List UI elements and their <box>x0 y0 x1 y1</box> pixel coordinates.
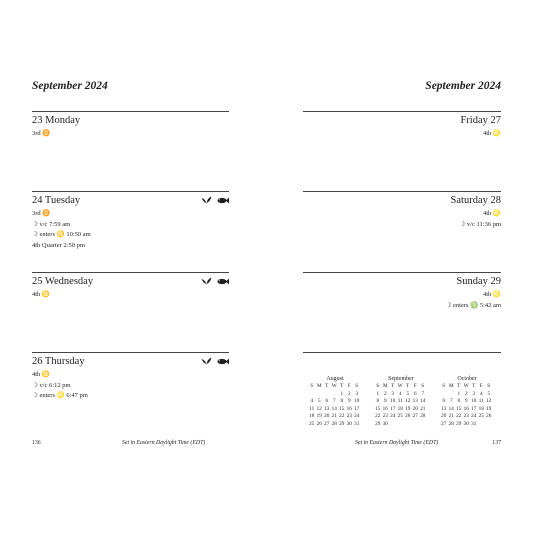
calendar-empty-cell <box>448 391 456 399</box>
calendar-date: 20 <box>324 413 330 420</box>
calendar-date: 10 <box>354 398 360 405</box>
calendar-date: 22 <box>375 413 381 420</box>
note-line: ☽ v/c 6:12 pm <box>32 381 71 389</box>
day-block-sunday-29 <box>303 272 501 344</box>
calendar-date: 14 <box>448 405 454 412</box>
calendar-date: 30 <box>346 420 352 427</box>
calendar-empty-cell <box>316 391 324 399</box>
calendar-date: 6 <box>413 390 417 397</box>
calendar-date: 13 <box>324 405 330 412</box>
activity-icons <box>201 357 229 366</box>
calendar-date: 18 <box>309 413 315 420</box>
calendar-date: 30 <box>382 420 388 427</box>
note-line: ☽ enters ♋ 10:50 am <box>32 231 91 238</box>
calendar-date: 17 <box>471 405 477 412</box>
calendar-date: 16 <box>346 405 352 412</box>
note-line: ☽ enters ♍ 5:42 am <box>445 301 501 309</box>
fish-icon <box>217 197 229 204</box>
day-title: 25 Wednesday <box>32 276 94 287</box>
note-line: 4th ♌ <box>482 130 501 137</box>
calendar-grid <box>308 383 362 429</box>
left-page <box>0 0 266 533</box>
day-divider <box>303 272 501 273</box>
weekday-header: S <box>376 383 380 389</box>
calendar-date: 27 <box>324 420 330 427</box>
calendar-date: 9 <box>347 398 351 405</box>
right-page <box>266 0 533 533</box>
calendar-date: 20 <box>412 405 418 412</box>
calendar-date: 5 <box>317 398 321 405</box>
calendar-date: 28 <box>331 420 337 427</box>
timezone-note: Set in Eastern Daylight Time (EDT) <box>122 440 206 446</box>
leaf-sprout-icon <box>201 277 212 286</box>
calendar-date: 23 <box>463 413 469 420</box>
weekday-header: M <box>382 383 388 389</box>
weekday-header: W <box>331 383 337 389</box>
calendar-date: 5 <box>406 390 410 397</box>
calendar-date: 3 <box>355 390 359 397</box>
calendar-date: 19 <box>316 413 322 420</box>
note-line: 4th Quarter 2:50 pm <box>32 241 85 249</box>
day-title: Friday 27 <box>460 115 501 126</box>
day-notes <box>32 209 91 251</box>
note-line: 4th ♌ <box>482 210 501 217</box>
day-notes <box>32 370 88 402</box>
calendar-date: 16 <box>463 405 469 412</box>
note-line: ☽ v/c 7:59 am <box>32 220 71 228</box>
calendar-date: 15 <box>456 405 462 412</box>
calendar-date: 11 <box>397 398 403 405</box>
calendar-date: 2 <box>464 390 468 397</box>
calendar-date: 30 <box>463 420 469 427</box>
calendar-date: 12 <box>486 398 492 405</box>
day-divider <box>32 352 229 353</box>
weekday-header: W <box>397 383 403 389</box>
calendar-date: 23 <box>382 413 388 420</box>
day-block-friday-27 <box>303 111 501 183</box>
calendar-date: 9 <box>464 398 468 405</box>
note-line: ☽ enters ♌ 6:47 pm <box>32 392 88 399</box>
calendar-date: 19 <box>486 405 492 412</box>
weekday-header: M <box>316 383 322 389</box>
calendar-date: 7 <box>332 398 336 405</box>
calendar-date: 31 <box>354 420 360 427</box>
weekday-header: M <box>448 383 454 389</box>
calendar-date: 8 <box>457 398 461 405</box>
calendar-date: 17 <box>354 405 360 412</box>
mini-calendar-august <box>308 375 362 429</box>
calendar-date: 15 <box>375 405 381 412</box>
mini-calendar-september <box>374 375 428 429</box>
calendar-date: 13 <box>412 398 418 405</box>
calendar-date: 14 <box>331 405 337 412</box>
month-heading: September 2024 <box>32 80 108 92</box>
calendar-date: 8 <box>376 398 380 405</box>
day-title: 24 Tuesday <box>32 195 81 206</box>
note-line: 3rd ♊ <box>32 210 51 217</box>
weekday-header: T <box>391 383 395 389</box>
weekday-header: T <box>472 383 476 389</box>
calendar-date: 15 <box>339 405 345 412</box>
calendar-date: 24 <box>471 413 477 420</box>
calendar-date: 26 <box>486 413 492 420</box>
weekday-header: F <box>347 383 351 389</box>
weekday-header: F <box>413 383 417 389</box>
calendar-date: 4 <box>398 390 402 397</box>
calendar-month-title: September <box>388 376 414 382</box>
note-line: ☽ v/c 11:36 pm <box>459 220 501 228</box>
leaf-sprout-icon <box>201 357 212 366</box>
day-block-monday-23 <box>32 111 229 183</box>
weekday-header: F <box>479 383 483 389</box>
weekday-header: T <box>457 383 461 389</box>
calendar-date: 1 <box>457 390 461 397</box>
calendar-date: 4 <box>310 398 314 405</box>
calendar-date: 4 <box>479 390 483 397</box>
calendar-date: 8 <box>340 398 344 405</box>
calendar-date: 10 <box>390 398 396 405</box>
calendar-date: 25 <box>478 413 484 420</box>
calendar-date: 27 <box>412 413 418 420</box>
calendar-date: 6 <box>442 398 446 405</box>
weekday-header: S <box>310 383 314 389</box>
calendar-empty-cell <box>323 391 331 399</box>
calendar-date: 26 <box>405 413 411 420</box>
calendar-date: 7 <box>449 398 453 405</box>
calendar-date: 22 <box>456 413 462 420</box>
weekday-header: S <box>421 383 425 389</box>
weekday-header: S <box>487 383 491 389</box>
calendar-empty-cell <box>308 391 316 399</box>
weekday-header: T <box>340 383 344 389</box>
day-title: 23 Monday <box>32 115 81 126</box>
day-notes <box>483 129 501 140</box>
calendar-date: 31 <box>471 420 477 427</box>
calendar-month-title: October <box>457 376 477 382</box>
calendar-date: 27 <box>441 420 447 427</box>
day-divider <box>32 191 229 192</box>
calendar-date: 29 <box>339 420 345 427</box>
day-notes <box>459 209 501 230</box>
calendar-date: 9 <box>383 398 387 405</box>
calendar-date: 2 <box>383 390 387 397</box>
note-line: 3rd ♊ <box>32 130 51 137</box>
day-block-saturday-28 <box>303 191 501 263</box>
day-title: Saturday 28 <box>450 195 501 206</box>
calendar-date: 16 <box>382 405 388 412</box>
calendar-date: 1 <box>376 390 380 397</box>
calendar-date: 19 <box>405 405 411 412</box>
day-notes <box>32 290 50 301</box>
calendar-date: 29 <box>375 420 381 427</box>
calendar-date: 24 <box>390 413 396 420</box>
weekday-header: T <box>325 383 329 389</box>
fish-icon <box>217 278 229 285</box>
page-number: 137 <box>492 440 501 446</box>
day-divider <box>32 272 229 273</box>
calendar-date: 18 <box>397 405 403 412</box>
calendar-date: 10 <box>471 398 477 405</box>
calendar-date: 5 <box>487 390 491 397</box>
activity-icons <box>201 196 229 205</box>
calendar-date: 13 <box>441 405 447 412</box>
calendar-date: 7 <box>421 390 425 397</box>
day-block-wednesday-25 <box>32 272 229 344</box>
day-divider <box>303 191 501 192</box>
day-notes <box>32 129 50 140</box>
calendar-date: 14 <box>420 398 426 405</box>
note-line: 4th ♌ <box>482 291 501 298</box>
calendar-date: 17 <box>390 405 396 412</box>
calendar-date: 12 <box>316 405 322 412</box>
day-title: Sunday 29 <box>456 276 501 287</box>
calendar-date: 2 <box>347 390 351 397</box>
calendar-date: 12 <box>405 398 411 405</box>
calendar-date: 3 <box>391 390 395 397</box>
activity-icons <box>201 277 229 286</box>
calendar-grid <box>374 383 428 429</box>
calendar-date: 26 <box>316 420 322 427</box>
calendar-date: 20 <box>441 413 447 420</box>
calendar-date: 22 <box>339 413 345 420</box>
calendar-date: 28 <box>448 420 454 427</box>
day-divider <box>32 111 229 112</box>
calendar-date: 21 <box>448 413 454 420</box>
calendar-date: 24 <box>354 413 360 420</box>
weekday-header: S <box>355 383 359 389</box>
page-number: 136 <box>32 440 41 446</box>
day-notes <box>446 290 501 311</box>
day-divider <box>303 352 501 353</box>
timezone-note: Set in Eastern Daylight Time (EDT) <box>355 440 439 446</box>
weekday-header: T <box>406 383 410 389</box>
fish-icon <box>217 358 229 365</box>
calendar-date: 21 <box>420 405 426 412</box>
calendar-date: 3 <box>472 390 476 397</box>
calendar-month-title: August <box>326 376 344 382</box>
leaf-sprout-icon <box>201 196 212 205</box>
day-block-thursday-26 <box>32 352 229 424</box>
day-divider <box>303 111 501 112</box>
calendar-date: 29 <box>456 420 462 427</box>
calendar-date: 28 <box>420 413 426 420</box>
calendar-date: 25 <box>397 413 403 420</box>
day-title: 26 Thursday <box>32 356 85 367</box>
weekday-header: S <box>442 383 446 389</box>
calendar-date: 25 <box>309 420 315 427</box>
calendar-date: 23 <box>346 413 352 420</box>
calendar-date: 18 <box>478 405 484 412</box>
calendar-empty-cell <box>331 391 339 399</box>
calendar-date: 6 <box>325 398 329 405</box>
month-heading: September 2024 <box>425 80 501 92</box>
day-block-tuesday-24 <box>32 191 229 263</box>
calendar-date: 11 <box>309 405 315 412</box>
calendar-date: 11 <box>478 398 484 405</box>
weekday-header: W <box>463 383 469 389</box>
calendar-date: 1 <box>340 390 344 397</box>
mini-calendar-october <box>440 375 494 429</box>
calendar-grid <box>440 383 494 429</box>
note-line: 4th ♋ <box>32 371 51 378</box>
calendar-empty-cell <box>440 391 448 399</box>
note-line: 4th ♋ <box>32 291 51 298</box>
calendar-date: 21 <box>331 413 337 420</box>
